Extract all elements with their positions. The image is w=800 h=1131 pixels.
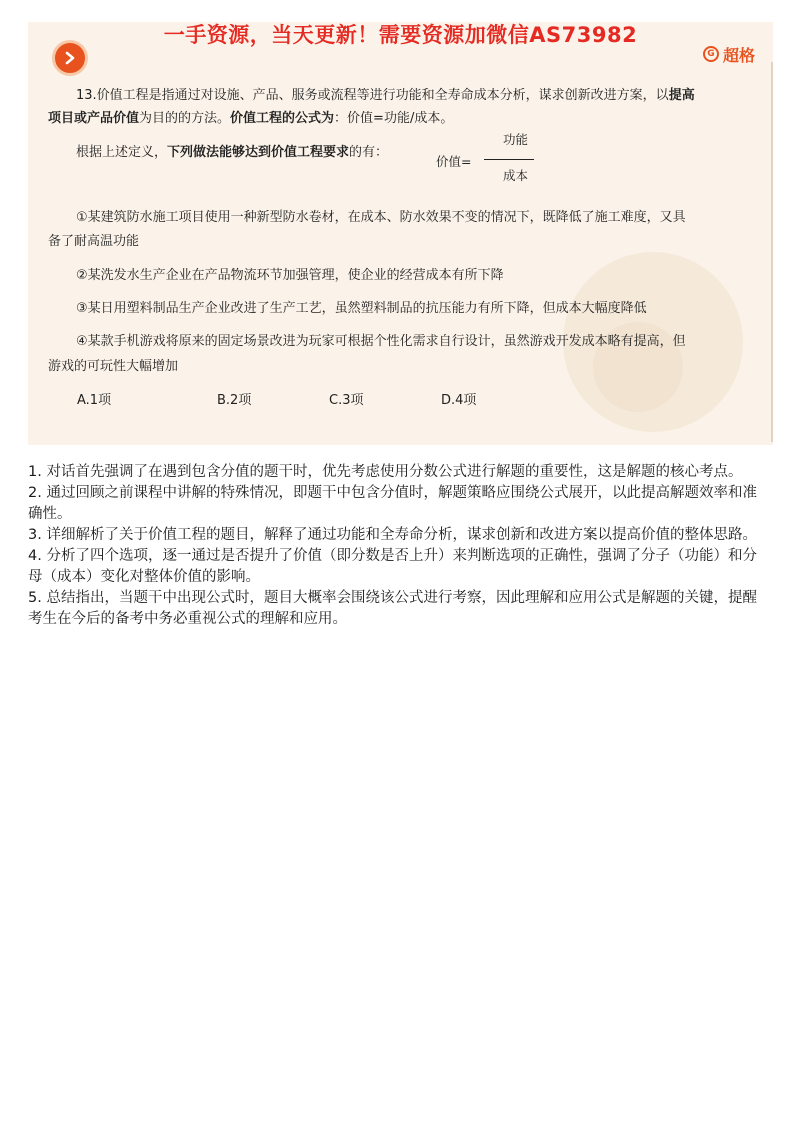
promo-banner: 一手资源，当天更新！需要资源加微信AS73982	[163, 23, 638, 47]
statement-1-line-2: 备了耐高温功能	[48, 234, 140, 249]
question-line-1: 13.价值工程是指通过对设施、产品、服务或流程等进行功能和全寿命成本分析，谋求创新改进方案，以提高	[76, 88, 695, 103]
formula-lhs: 价值=	[436, 154, 472, 169]
statement-4-line-2: 游戏的可玩性大幅增加	[48, 359, 179, 374]
slide-edge	[771, 62, 773, 442]
statement-2: ②某洗发水生产企业在产品物流环节加强管理，使企业的经营成本有所下降	[76, 268, 504, 283]
summary-point-3: 3. 详细解析了关于价值工程的题目，解释了通过功能和全寿命分析，谋求创新和改进方案以提高价值的整体思路。	[28, 527, 757, 543]
option-d[interactable]: D.4项	[441, 393, 477, 408]
option-a[interactable]: A.1项	[77, 393, 112, 408]
fraction-bar	[484, 159, 534, 160]
statement-1-line-1: ①某建筑防水施工项目使用一种新型防水卷材，在成本、防水效果不变的情况下，既降低了施工难度，又具	[76, 210, 686, 225]
option-b[interactable]: B.2项	[217, 393, 252, 408]
value-formula	[436, 130, 546, 190]
summary-notes	[28, 462, 768, 630]
question-line-2: 项目或产品价值为目的的方法。价值工程的公式为：价值=功能/成本。	[48, 111, 454, 126]
summary-point-1: 1. 对话首先强调了在遇到包含分值的题干时，优先考虑使用分数公式进行解题的重要性，这是解题的核心考点。	[28, 464, 743, 480]
summary-point-4: 4. 分析了四个选项，逐一通过是否提升了价值（即分数是否上升）来判断选项的正确性，强调了分子（功能）和分母（成本）变化对整体价值的影响。	[28, 548, 757, 585]
statement-4-line-1: ④某款手机游戏将原来的固定场景改进为玩家可根据个性化需求自行设计，虽然游戏开发成本略有提高，但	[76, 334, 686, 349]
logo-mark-icon: G	[703, 46, 719, 62]
option-c[interactable]: C.3项	[329, 393, 364, 408]
brand-logo	[703, 44, 755, 64]
chevron-right-icon	[63, 51, 77, 65]
summary-point-2: 2. 通过回顾之前课程中讲解的特殊情况，即题干中包含分值时，解题策略应围绕公式展开，以此提高解题效率和准确性。	[28, 485, 757, 522]
formula-numerator: 功能	[503, 132, 529, 147]
next-button[interactable]	[52, 40, 88, 76]
formula-denominator: 成本	[503, 168, 529, 183]
statement-3: ③某日用塑料制品生产企业改进了生产工艺，虽然塑料制品的抗压能力有所下降，但成本大幅度降低	[76, 301, 647, 316]
summary-point-5: 5. 总结指出，当题干中出现公式时，题目大概率会围绕该公式进行考察，因此理解和应用公式是解题的关键，提醒考生在今后的备考中务必重视公式的理解和应用。	[28, 590, 757, 627]
logo-text: 超格	[722, 45, 755, 65]
question-line-3: 根据上述定义，下列做法能够达到价值工程要求的有：	[76, 145, 389, 160]
lecture-slide	[28, 22, 773, 445]
